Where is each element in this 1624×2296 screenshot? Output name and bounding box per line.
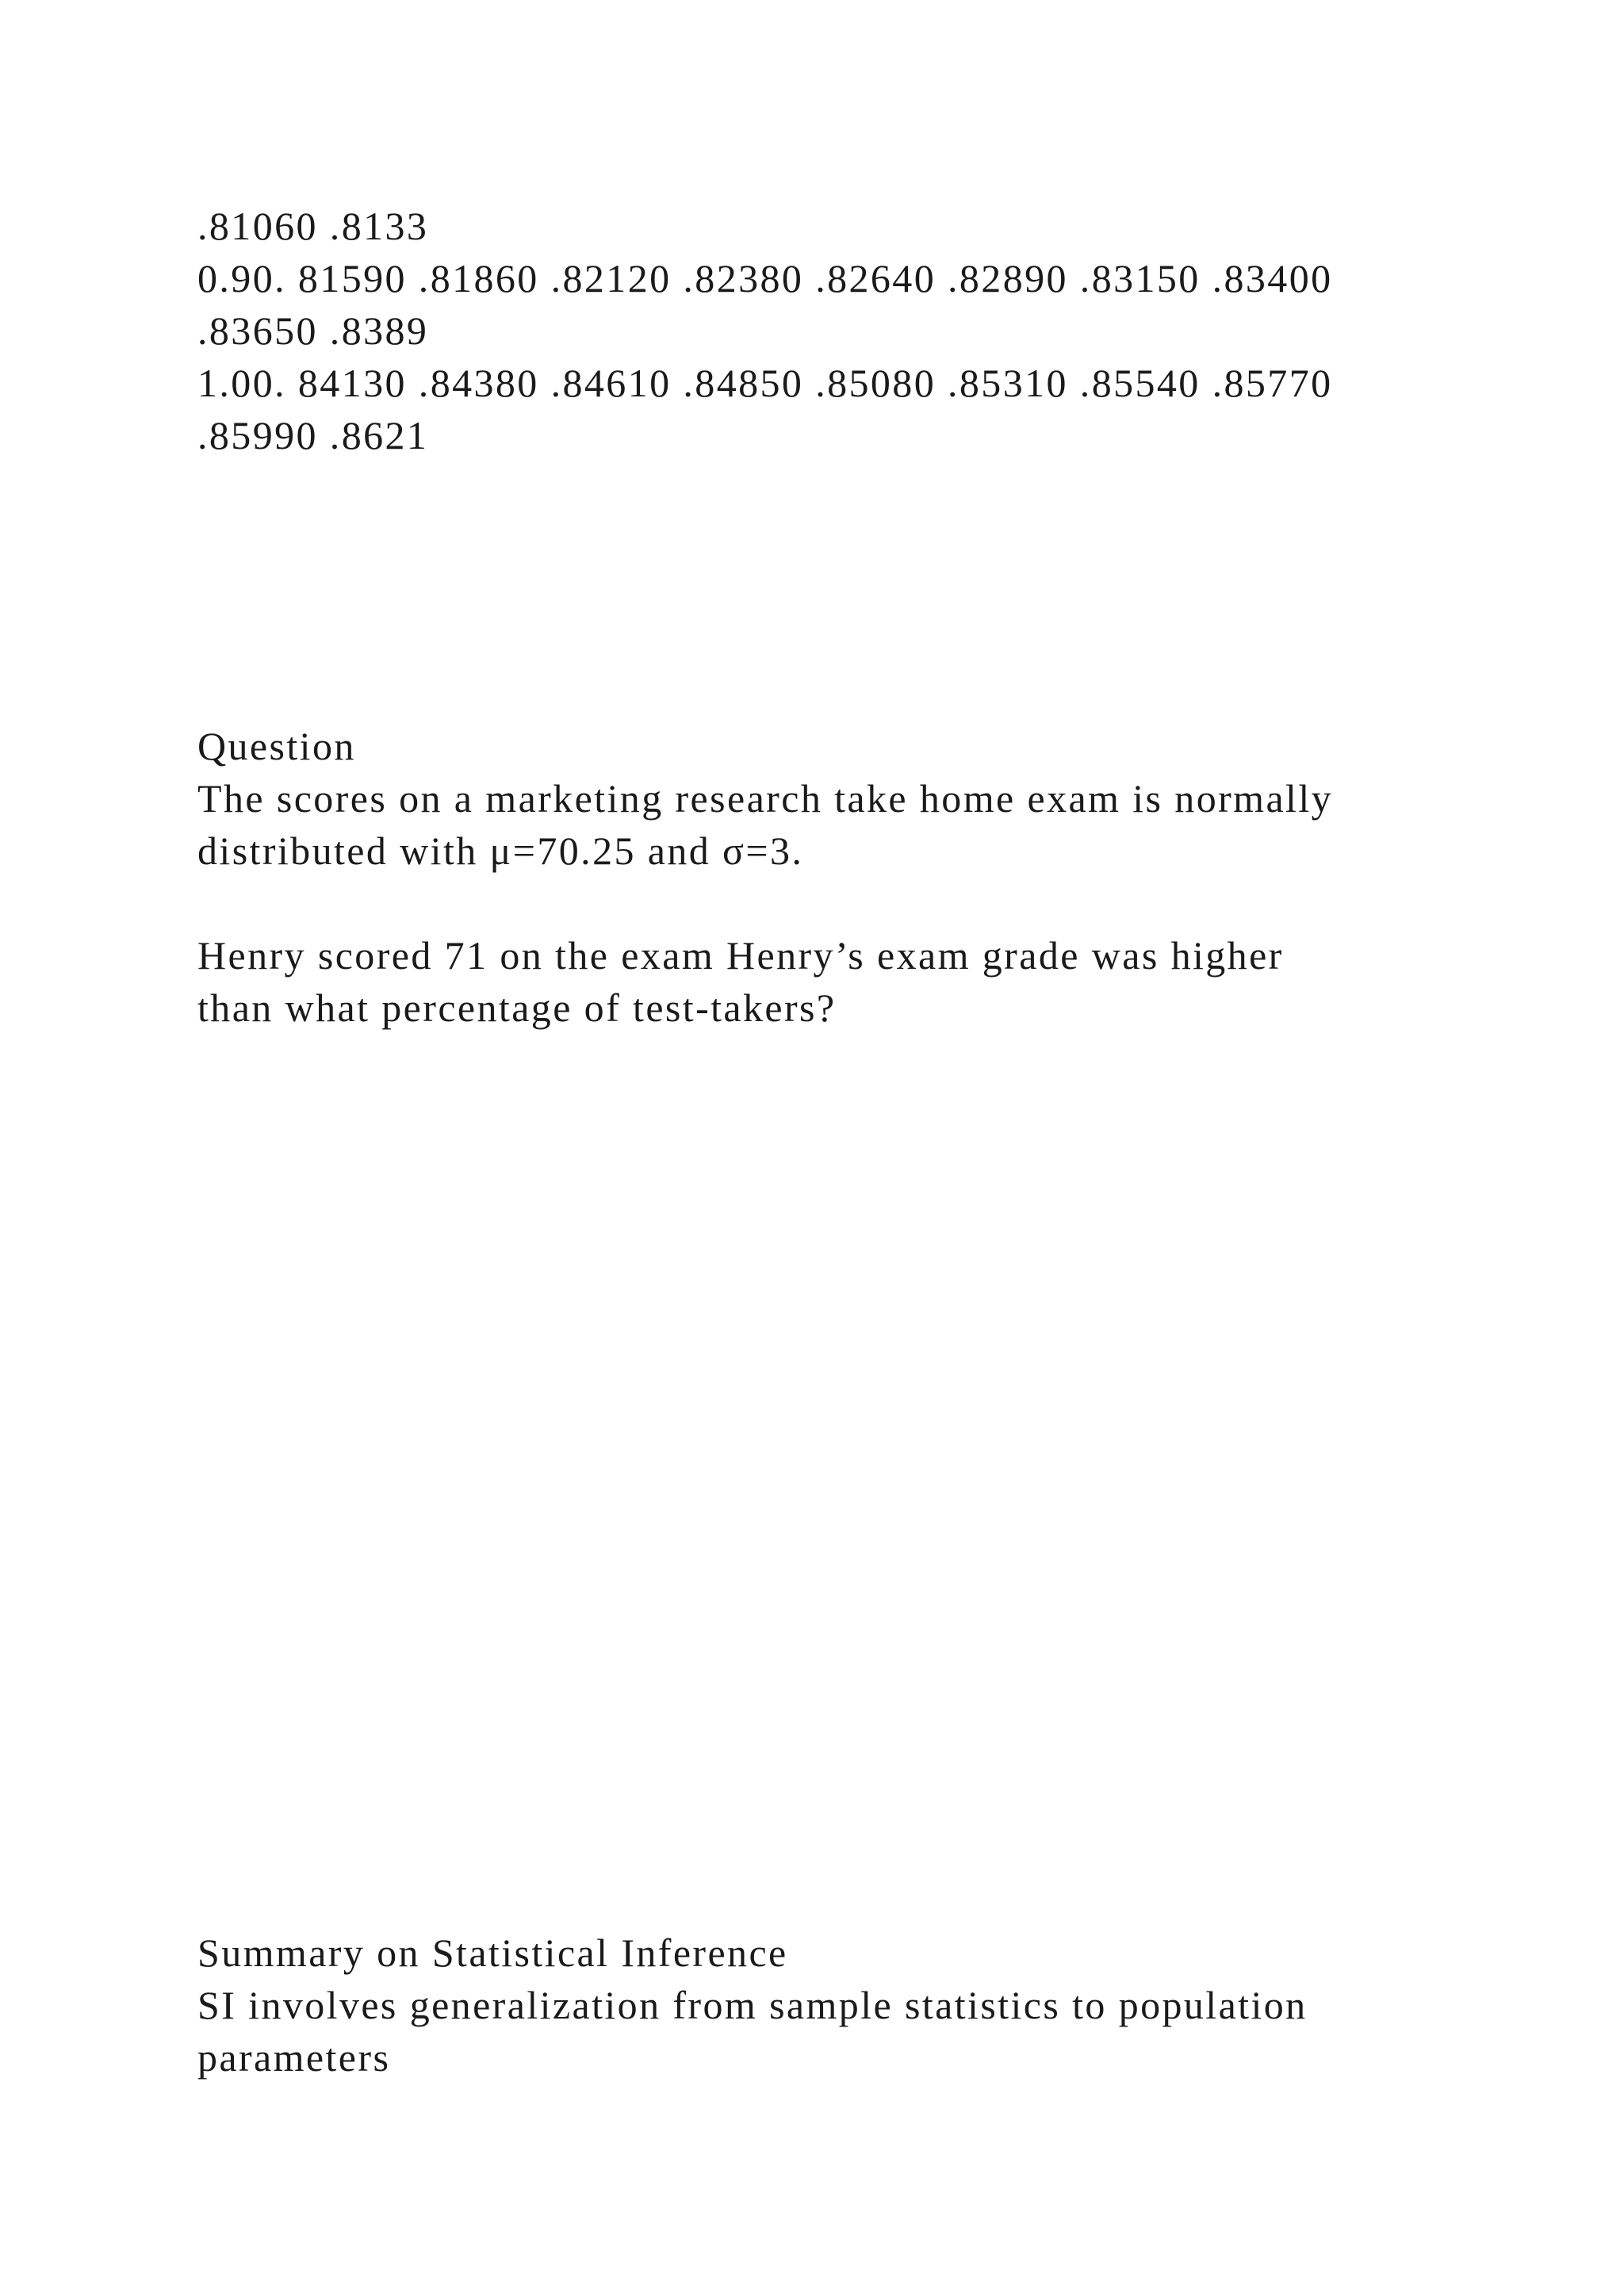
question-text-line: distributed with μ=70.25 and σ=3. — [197, 828, 804, 873]
question-text-line: Henry scored 71 on the exam Henry’s exam grade was higher — [197, 933, 1284, 978]
table-row-line: .85990 .8621 — [197, 413, 429, 457]
question-text-line: The scores on a marketing research take home exam is normally — [197, 776, 1334, 821]
summary-heading: Summary on Statistical Inference — [197, 1931, 788, 1975]
summary-text-line: SI involves generalization from sample statistics to population — [197, 1983, 1308, 2027]
table-row-line: .81060 .8133 — [197, 204, 429, 248]
summary-text-line: parameters — [197, 2035, 391, 2080]
table-row-line: 1.00. 84130 .84380 .84610 .84850 .85080 .85310 .85540 .85770 — [197, 361, 1333, 405]
question-text-line: than what percentage of test-takers? — [197, 985, 837, 1030]
table-row-line: .83650 .8389 — [197, 308, 429, 353]
question-heading: Question — [197, 724, 356, 768]
table-row-line: 0.90. 81590 .81860 .82120 .82380 .82640 .82890 .83150 .83400 — [197, 256, 1333, 300]
